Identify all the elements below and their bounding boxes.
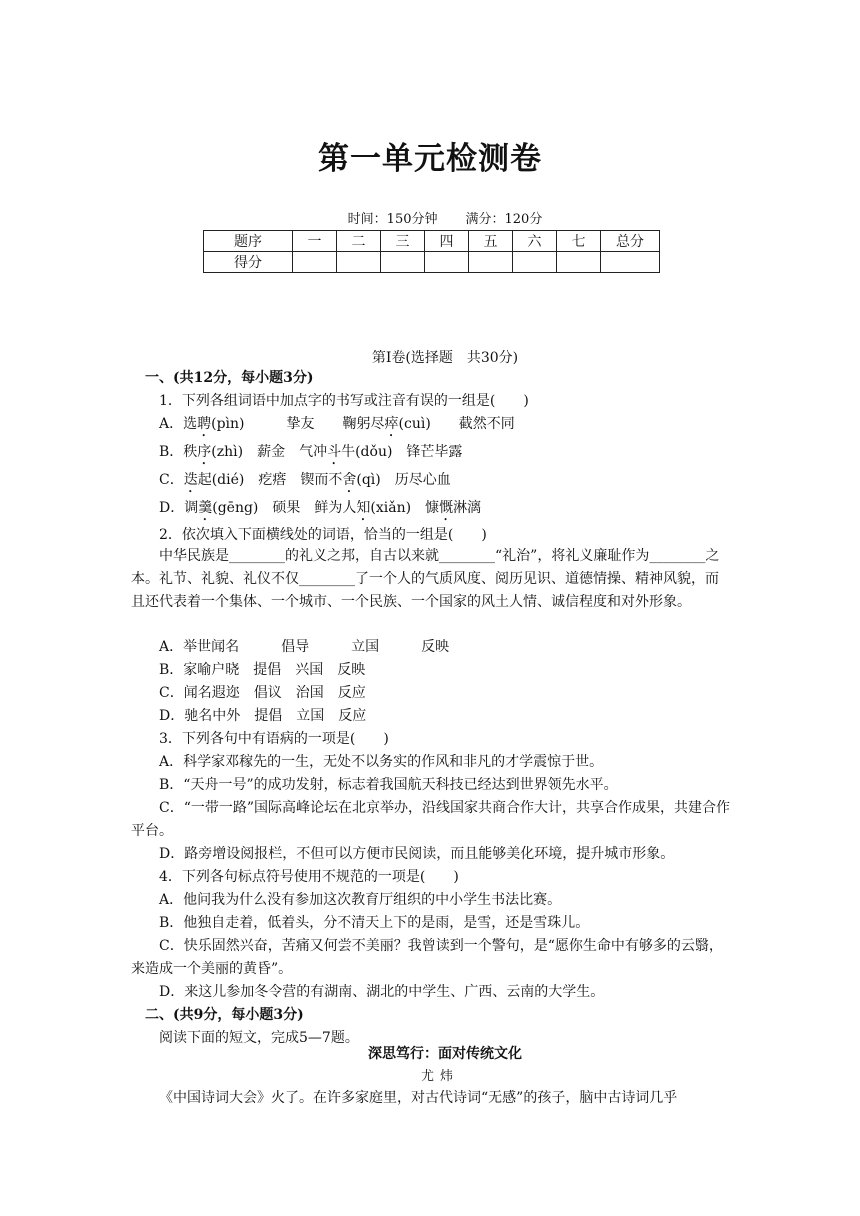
q2-passage: 中华民族是________的礼义之邦，自古以来就________“礼治”，将礼义廉耻作为________之本。礼节、礼貌、礼仪不仅________了一个人的气质风度、阅历见识、道德情操、精神风貌，而且还代表着一个集体、一个城市、一个民族、一个国家的风土人情、诚信程度和对外形象。 <box>131 548 720 610</box>
score-blank[interactable] <box>513 252 557 273</box>
score-table-score-row <box>204 252 660 273</box>
q2-option-d[interactable]: D．驰名中外 提倡 立国 反应 <box>159 708 367 724</box>
q3-stem: 3．下列各句中有语病的一项是( ) <box>159 731 389 747</box>
reading-intro: 阅读下面的短文，完成5—7题。 <box>159 1030 359 1046</box>
q4-option-c[interactable]: C．快乐固然兴奋，苦痛又何尝不美丽？我曾读到一个警句，是“愿你生命中有够多的云翳，来造成一个美丽的黄昏”。 <box>131 938 723 977</box>
text-segment: 牛(dǒu) 锋芒毕露 <box>341 444 463 460</box>
q1-option-d[interactable] <box>159 497 481 524</box>
q3-option-d[interactable]: D．路旁增设阅报栏，不但可以方便市民阅读，而且能够美化环境，提升城市形象。 <box>159 846 675 862</box>
dotted-char: 知 <box>356 500 371 516</box>
q2-stem: 2．依次填入下面横线处的词语，恰当的一组是( ) <box>159 527 487 543</box>
score-table <box>203 230 660 273</box>
score-blank[interactable] <box>425 252 469 273</box>
score-table-header-row <box>204 231 660 252</box>
text-segment: (pìn) 挚友 鞠躬尽 <box>211 416 385 432</box>
exam-time: 时间：150分钟 <box>347 212 438 227</box>
q1-option-c[interactable] <box>159 469 451 496</box>
text-segment: B．秩 <box>159 444 198 460</box>
q2-option-b[interactable]: B．家喻户晓 提倡 兴国 反映 <box>159 662 366 678</box>
score-blank[interactable] <box>557 252 601 273</box>
text-segment: (qì) 历尽心血 <box>356 472 451 488</box>
dotted-char: 羹 <box>198 500 213 516</box>
dotted-char: 瘁 <box>384 416 399 432</box>
table-cell: 得分 <box>204 252 293 273</box>
page-title: 第一单元检测卷 <box>318 141 542 177</box>
q2-option-c[interactable]: C．闻名遐迩 倡议 治国 反应 <box>159 685 366 701</box>
text-segment: 淋漓 <box>453 500 482 516</box>
q4-option-b[interactable]: B．他独自走着，低着头，分不清天上下的是雨，是雪，还是雪珠儿。 <box>159 915 590 931</box>
q4-option-a[interactable]: A．他问我为什么没有参加这次教育厅组织的中小学生书法比赛。 <box>159 892 562 908</box>
table-cell: 一 <box>293 231 337 252</box>
q1-option-a[interactable] <box>159 413 515 440</box>
score-blank[interactable] <box>469 252 513 273</box>
text-segment: (gēng) 硕果 鲜为人 <box>212 500 357 516</box>
score-blank[interactable] <box>601 252 660 273</box>
dotted-char: 序 <box>197 444 212 460</box>
q2-option-a[interactable]: A．举世闻名 倡导 立国 反映 <box>159 639 450 655</box>
q3-option-c[interactable]: C．“一带一路”国际高峰论坛在北京举办，沿线国家共商合作大计，共享合作成果，共建合作平台。 <box>131 800 731 839</box>
text-segment: 起(dié) 疙瘩 锲而不 <box>197 472 343 488</box>
score-blank[interactable] <box>337 252 381 273</box>
exam-meta <box>0 208 860 227</box>
article-first-line: 《中国诗词大会》火了。在许多家庭里，对古代诗词“无感”的孩子，脑中古诗词几乎 <box>159 1090 678 1106</box>
text-segment: (xiǎn) 慷 <box>370 500 440 516</box>
text-segment: D．调 <box>159 500 199 516</box>
q1-option-b[interactable] <box>159 441 462 468</box>
text-segment: (zhì) 薪金 气冲 <box>211 444 328 460</box>
table-cell: 三 <box>381 231 425 252</box>
q4-stem: 4．下列各句标点符号使用不规范的一项是( ) <box>159 869 459 885</box>
article-title: 深思笃行：面对传统文化 <box>368 1046 522 1062</box>
score-blank[interactable] <box>293 252 337 273</box>
table-cell: 五 <box>469 231 513 252</box>
q1-stem: 1．下列各组词语中加点字的书写或注音有误的一组是( ) <box>159 393 529 409</box>
dotted-char: 聘 <box>197 416 212 432</box>
q4-option-d[interactable]: D．来这儿参加冬令营的有湖南、湖北的中学生、广西、云南的大学生。 <box>159 984 605 1000</box>
q3-option-b[interactable]: B．“天舟一号”的成功发射，标志着我国航天科技已经达到世界领先水平。 <box>159 777 618 793</box>
part1-title: 第Ⅰ卷(选择题 共30分) <box>371 350 519 366</box>
section2-heading: 二、(共9分，每小题3分) <box>145 1007 304 1023</box>
article-author: 尤炜 <box>420 1069 459 1084</box>
section1-heading: 一、(共12分，每小题3分) <box>145 370 314 386</box>
exam-full-score: 满分：120分 <box>465 212 543 227</box>
table-cell: 总分 <box>601 231 660 252</box>
table-cell: 题序 <box>204 231 293 252</box>
table-cell: 六 <box>513 231 557 252</box>
table-cell: 二 <box>337 231 381 252</box>
dotted-char: 迭 <box>183 472 198 488</box>
dotted-char: 斗 <box>327 444 342 460</box>
text-segment: (cuì) 截然不同 <box>398 416 515 432</box>
table-cell: 四 <box>425 231 469 252</box>
text-segment: C． <box>159 472 184 488</box>
q3-option-a[interactable]: A．科学家邓稼先的一生，无处不以务实的作风和非凡的才学震惊于世。 <box>159 754 604 770</box>
score-blank[interactable] <box>381 252 425 273</box>
text-segment: A．选 <box>159 416 198 432</box>
dotted-char: 慨 <box>439 500 454 516</box>
dotted-char: 舍 <box>342 472 357 488</box>
table-cell: 七 <box>557 231 601 252</box>
